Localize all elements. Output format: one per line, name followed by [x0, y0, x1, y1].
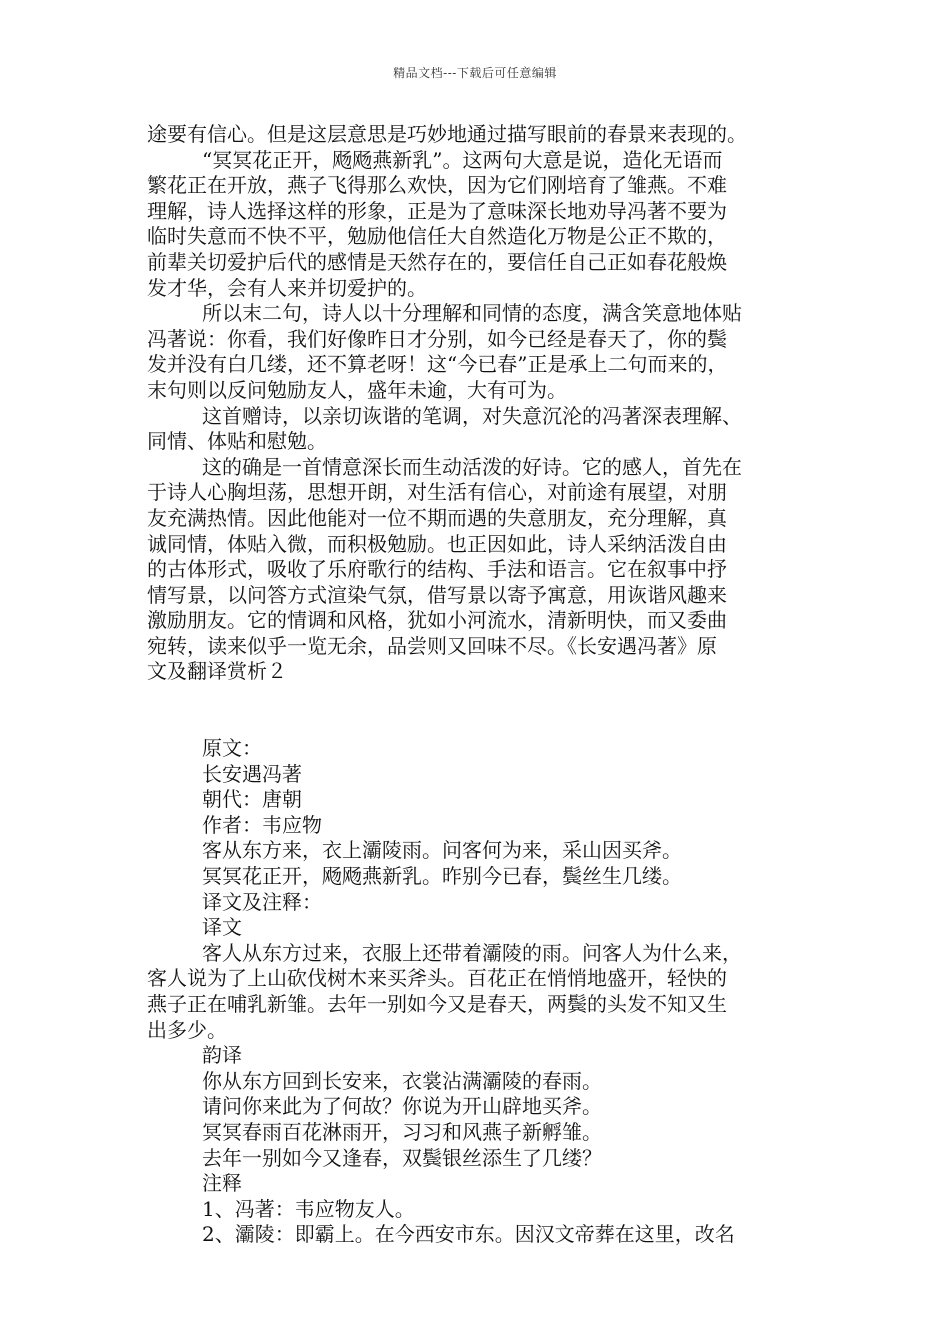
text-line: 出多少。	[147, 1017, 227, 1042]
document-body	[147, 122, 813, 1248]
text-line: 途要有信心。但是这层意思是巧妙地通过描写眼前的春景来表现的。	[147, 122, 747, 146]
text-line: 韵译	[202, 1043, 242, 1068]
text-line: 冯著说：你看，我们好像昨日才分别，如今已经是春天了，你的鬓	[147, 326, 727, 351]
original-text-section	[147, 736, 813, 1248]
text-line: 请问你来此为了何故？你说为开山辟地买斧。	[202, 1094, 602, 1119]
text-line: 临时失意而不快不平，勉励他信任大自然造化万物是公正不欺的，	[147, 224, 727, 249]
text-line: 诚同情，体贴入微，而积极勉励。也正因如此，诗人采纳活泼自由	[147, 531, 727, 556]
text-line: 2、灞陵：即霸上。在今西安市东。因汉文帝葬在这里，改名	[202, 1222, 735, 1247]
text-line: 朝代：唐朝	[202, 787, 302, 812]
text-line: 你从东方回到长安来，衣裳沾满灞陵的春雨。	[202, 1068, 602, 1093]
text-line: 1、冯著：韦应物友人。	[202, 1196, 415, 1221]
text-line: 燕子正在哺乳新雏。去年一别如今又是春天，两鬓的头发不知又生	[147, 992, 727, 1016]
page-header: 精品文档---下载后可任意编辑	[393, 66, 557, 80]
text-line: 发才华，会有人来并切爱护的。	[147, 275, 427, 300]
text-line: 情写景，以问答方式渲染气氛，借写景以寄予寓意，用诙谐风趣来	[147, 582, 727, 607]
text-line: 客人说为了上山砍伐树木来买斧头。百花正在悄悄地盛开，轻快的	[147, 966, 727, 991]
text-line: 注释	[202, 1171, 242, 1196]
text-line: 去年一别如今又逢春，双鬓银丝添生了几缕？	[202, 1145, 602, 1170]
text-line: 作者：韦应物	[202, 812, 322, 837]
text-line: 繁花正在开放，燕子飞得那么欢快，因为它们刚培育了雏燕。不难	[147, 173, 727, 198]
essay-section	[147, 122, 813, 685]
text-line: 长安遇冯著	[202, 761, 302, 786]
text-line: 冥冥花正开，飏飏燕新乳。昨别今已春，鬓丝生几缕。	[202, 864, 682, 889]
text-line: 友充满热情。因此他能对一位不期而遇的失意朋友，充分理解，真	[147, 505, 727, 530]
text-line: 所以末二句，诗人以十分理解和同情的态度，满含笑意地体贴	[202, 301, 742, 326]
text-line: 宛转，读来似乎一览无余，品尝则又回味不尽。《长安遇冯著》原	[147, 633, 717, 658]
text-line: 客从东方来，衣上灞陵雨。问客何为来，采山因买斧。	[202, 838, 682, 863]
text-line: 末句则以反问勉励友人，盛年未逾，大有可为。	[147, 377, 567, 402]
text-line: 原文：	[202, 736, 262, 761]
text-line: “冥冥花正开，飏飏燕新乳”。这两句大意是说，造化无语而	[202, 147, 723, 172]
text-line: 冥冥春雨百花淋雨开，习习和风燕子新孵雏。	[202, 1119, 602, 1144]
text-line: 于诗人心胸坦荡，思想开朗，对生活有信心，对前途有展望，对朋	[147, 480, 727, 505]
text-line: 同情、体贴和慰勉。	[147, 429, 327, 454]
text-line: 理解，诗人选择这样的形象，正是为了意味深长地劝导冯著不要为	[147, 198, 727, 223]
text-line: 文及翻译赏析２	[147, 659, 287, 684]
text-line: 前辈关切爱护后代的感情是天然存在的，要信任自己正如春花般焕	[147, 249, 727, 274]
text-line: 这的确是一首情意深长而生动活泼的好诗。它的感人，首先在	[202, 454, 742, 479]
text-line: 发并没有白几缕，还不算老呀！这“今已春”正是承上二句而来的，	[147, 352, 728, 377]
text-line: 译文	[202, 915, 242, 940]
text-line: 的古体形式，吸收了乐府歌行的结构、手法和语言。它在叙事中抒	[147, 557, 727, 582]
text-line: 这首赠诗，以亲切诙谐的笔调，对失意沉沦的冯著深表理解、	[202, 403, 742, 428]
text-line: 客人从东方过来，衣服上还带着灞陵的雨。问客人为什么来，	[202, 940, 742, 965]
text-line: 激励朋友。它的情调和风格，犹如小河流水，清新明快，而又委曲	[147, 608, 727, 633]
text-line: 译文及注释：	[202, 889, 322, 914]
section-gap	[147, 685, 813, 736]
